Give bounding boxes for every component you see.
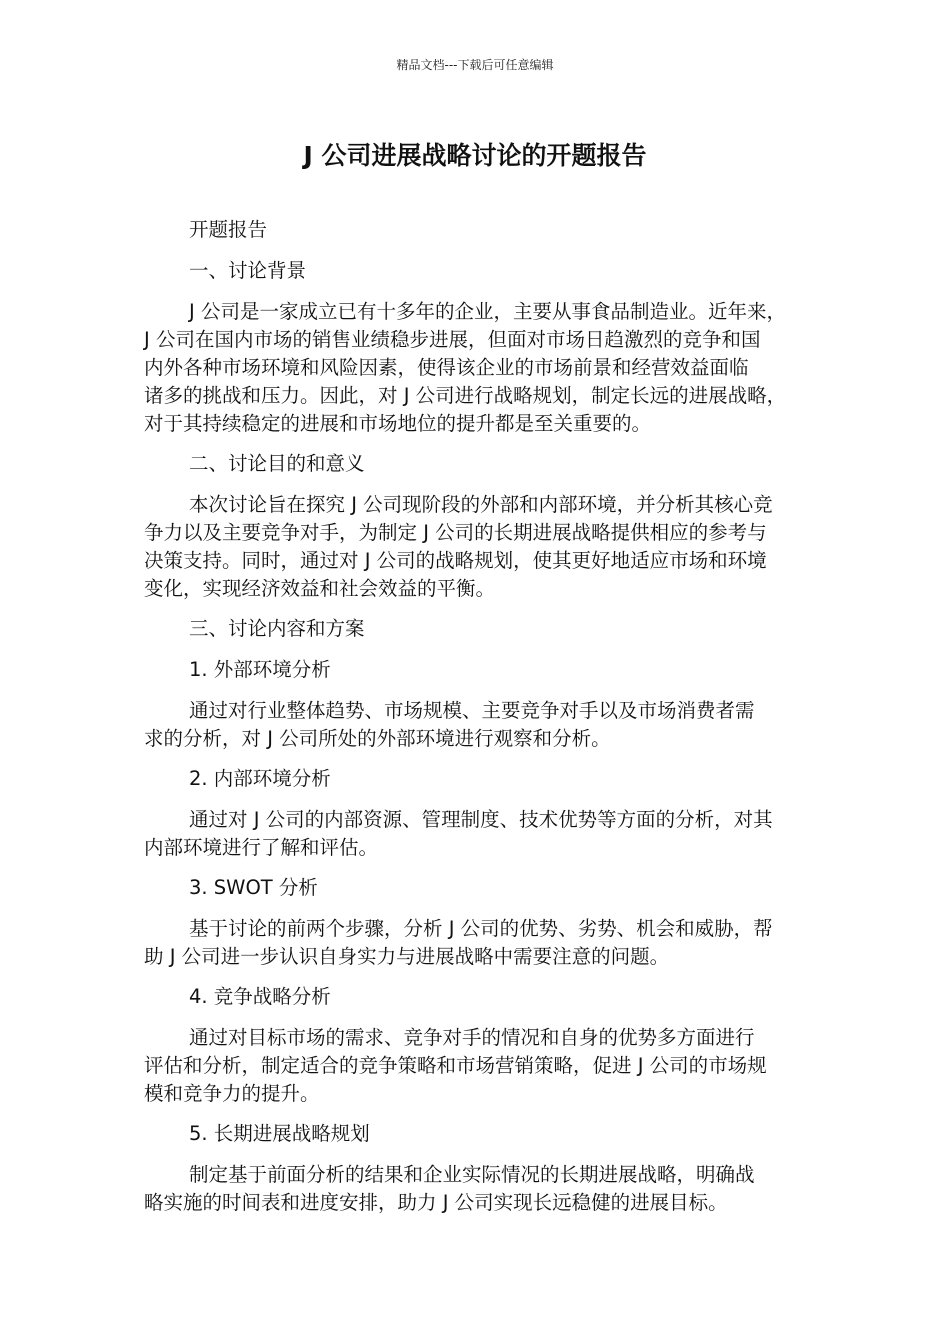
subsection-1-heading: 1. 外部环境分析 (189, 658, 331, 681)
paragraph-line: 略实施的时间表和进度安排，助力 J 公司实现长远稳健的进展目标。 (144, 1191, 728, 1214)
paragraph-line: 对于其持续稳定的进展和市场地位的提升都是至关重要的。 (144, 412, 652, 435)
subsection-5-paragraph (144, 1161, 809, 1217)
page-header-watermark: 精品文档---下载后可任意编辑 (396, 58, 554, 72)
subsection-2-paragraph (144, 806, 809, 862)
section-2-paragraph (144, 491, 809, 603)
paragraph-line: 诸多的挑战和压力。因此，对 J 公司进行战略规划，制定长远的进展战略， (144, 384, 787, 407)
paragraph-line: 内部环境进行了解和评估。 (144, 836, 379, 859)
paragraph-line: 变化，实现经济效益和社会效益的平衡。 (144, 577, 496, 600)
document-body (144, 216, 809, 1229)
paragraph-line: 本次讨论旨在探究 J 公司现阶段的外部和内部环境，并分析其核心竞 (189, 493, 773, 516)
paragraph-line: J 公司是一家成立已有十多年的企业，主要从事食品制造业。近年来， (189, 300, 786, 323)
paragraph-line: 通过对行业整体趋势、市场规模、主要竞争对手以及市场消费者需 (189, 699, 755, 722)
opening-heading: 开题报告 (189, 218, 268, 241)
paragraph-line: 通过对 J 公司的内部资源、管理制度、技术优势等方面的分析，对其 (189, 808, 773, 831)
subsection-1-paragraph (144, 697, 809, 753)
subsection-4-heading: 4. 竞争战略分析 (189, 985, 331, 1008)
subsection-3-heading: 3. SWOT 分析 (189, 876, 318, 899)
paragraph-line: 争力以及主要竞争对手，为制定 J 公司的长期进展战略提供相应的参考与 (144, 521, 767, 544)
section-3-heading: 三、讨论内容和方案 (189, 617, 365, 640)
subsection-5-heading: 5. 长期进展战略规划 (189, 1122, 370, 1145)
paragraph-line: 制定基于前面分析的结果和企业实际情况的长期进展战略，明确战 (189, 1163, 755, 1186)
paragraph-line: 决策支持。同时，通过对 J 公司的战略规划，使其更好地适应市场和环境 (144, 549, 767, 572)
paragraph-line: 评估和分析，制定适合的竞争策略和市场营销策略，促进 J 公司的市场规 (144, 1054, 767, 1077)
subsection-3-paragraph (144, 915, 809, 971)
document-title: J 公司进展战略讨论的开题报告 (303, 141, 647, 170)
subsection-4-paragraph (144, 1024, 809, 1108)
paragraph-line: 内外各种市场环境和风险因素，使得该企业的市场前景和经营效益面临 (144, 356, 749, 379)
paragraph-line: 基于讨论的前两个步骤，分析 J 公司的优势、劣势、机会和威胁，帮 (189, 917, 773, 940)
paragraph-line: J 公司在国内市场的销售业绩稳步进展，但面对市场日趋激烈的竞争和国 (144, 328, 761, 351)
paragraph-line: 模和竞争力的提升。 (144, 1082, 320, 1105)
section-2-heading: 二、讨论目的和意义 (189, 452, 365, 475)
subsection-2-heading: 2. 内部环境分析 (189, 767, 331, 790)
paragraph-line: 助 J 公司进一步认识自身实力与进展战略中需要注意的问题。 (144, 945, 670, 968)
section-1-paragraph (144, 298, 809, 438)
section-1-heading: 一、讨论背景 (189, 259, 307, 282)
paragraph-line: 求的分析，对 J 公司所处的外部环境进行观察和分析。 (144, 727, 611, 750)
paragraph-line: 通过对目标市场的需求、竞争对手的情况和自身的优势多方面进行 (189, 1026, 755, 1049)
